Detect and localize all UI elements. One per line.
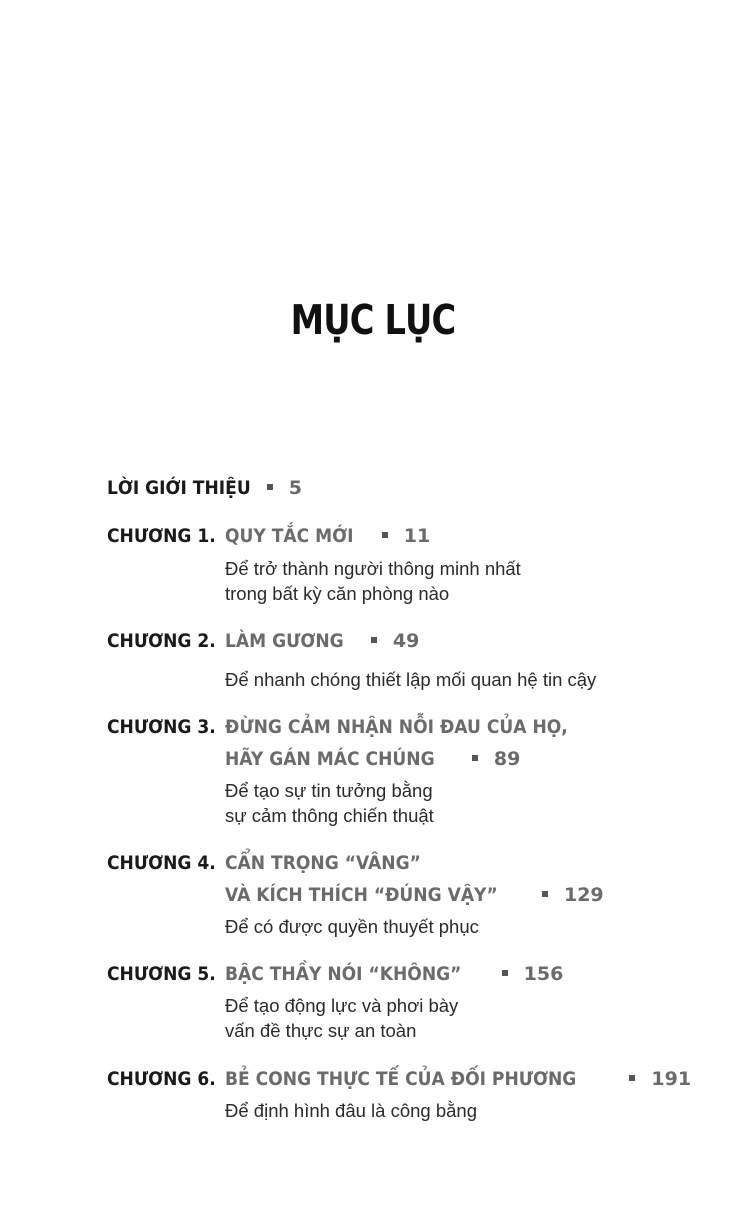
chapter-title: BẬC THẦY NÓI “KHÔNG” bbox=[225, 963, 462, 985]
separator-bullet bbox=[267, 484, 273, 490]
page-number: 156 bbox=[523, 963, 564, 985]
description-line: Để tạo động lực và phơi bày bbox=[225, 995, 459, 1016]
toc-entry-chapter-5[interactable] bbox=[107, 958, 707, 1043]
description-line: sự cảm thông chiến thuật bbox=[225, 805, 434, 826]
page-number: 89 bbox=[493, 748, 521, 770]
chapter-label: CHƯƠNG 6. bbox=[107, 1068, 216, 1090]
chapter-title: ĐỪNG CẢM NHẬN NỖI ĐAU CỦA HỌ, bbox=[225, 716, 568, 738]
separator-bullet bbox=[371, 637, 377, 643]
chapter-title: QUY TẮC MỚI bbox=[225, 525, 354, 547]
chapter-label: CHƯƠNG 4. bbox=[107, 852, 216, 874]
chapter-title: HÃY GÁN MÁC CHÚNG bbox=[225, 748, 435, 770]
chapter-title: VÀ KÍCH THÍCH “ĐÚNG VẬY” bbox=[225, 884, 498, 906]
intro-label: LỜI GIỚI THIỆU bbox=[107, 477, 251, 499]
chapter-label: CHƯƠNG 3. bbox=[107, 716, 216, 738]
chapter-description bbox=[225, 914, 707, 939]
page-number: 129 bbox=[563, 884, 604, 906]
separator-bullet bbox=[472, 755, 478, 761]
separator-bullet bbox=[629, 1075, 635, 1081]
description-line: Để định hình đâu là công bằng bbox=[225, 1100, 478, 1121]
chapter-label: CHƯƠNG 5. bbox=[107, 963, 216, 985]
toc-entry-chapter-2[interactable] bbox=[107, 625, 707, 692]
chapter-title: BẺ CONG THỰC TẾ CỦA ĐỐI PHƯƠNG bbox=[225, 1068, 577, 1090]
chapter-title: LÀM GƯƠNG bbox=[225, 630, 344, 652]
page-number: 49 bbox=[392, 630, 420, 652]
chapter-label: CHƯƠNG 2. bbox=[107, 630, 216, 652]
description-line: trong bất kỳ căn phòng nào bbox=[225, 583, 450, 604]
chapter-description bbox=[225, 993, 707, 1043]
page-number: 191 bbox=[651, 1068, 692, 1090]
chapter-title: CẨN TRỌNG “VÂNG” bbox=[225, 852, 421, 874]
chapter-description bbox=[225, 667, 707, 692]
chapter-description bbox=[225, 556, 707, 606]
separator-bullet bbox=[502, 970, 508, 976]
chapter-description bbox=[225, 1098, 707, 1123]
toc-entry-chapter-6[interactable] bbox=[107, 1063, 707, 1123]
chapter-description bbox=[225, 778, 707, 828]
page-number: 5 bbox=[288, 477, 302, 499]
description-line: Để tạo sự tin tưởng bằng bbox=[225, 780, 433, 801]
toc-entry-chapter-1[interactable] bbox=[107, 520, 707, 606]
page-title: MỤC LỤC bbox=[290, 296, 456, 344]
separator-bullet bbox=[542, 891, 548, 897]
toc-entry-intro[interactable] bbox=[107, 472, 707, 504]
description-line: Để trở thành người thông minh nhất bbox=[225, 558, 521, 579]
chapter-label: CHƯƠNG 1. bbox=[107, 525, 216, 547]
description-line: vấn đề thực sự an toàn bbox=[225, 1020, 417, 1041]
description-line: Để có được quyền thuyết phục bbox=[225, 916, 479, 937]
toc-entry-chapter-4[interactable] bbox=[107, 847, 707, 939]
page-number: 11 bbox=[403, 525, 431, 547]
toc-entry-chapter-3[interactable] bbox=[107, 711, 707, 828]
description-line: Để nhanh chóng thiết lập mối quan hệ tin cậy bbox=[225, 669, 597, 690]
separator-bullet bbox=[382, 532, 388, 538]
